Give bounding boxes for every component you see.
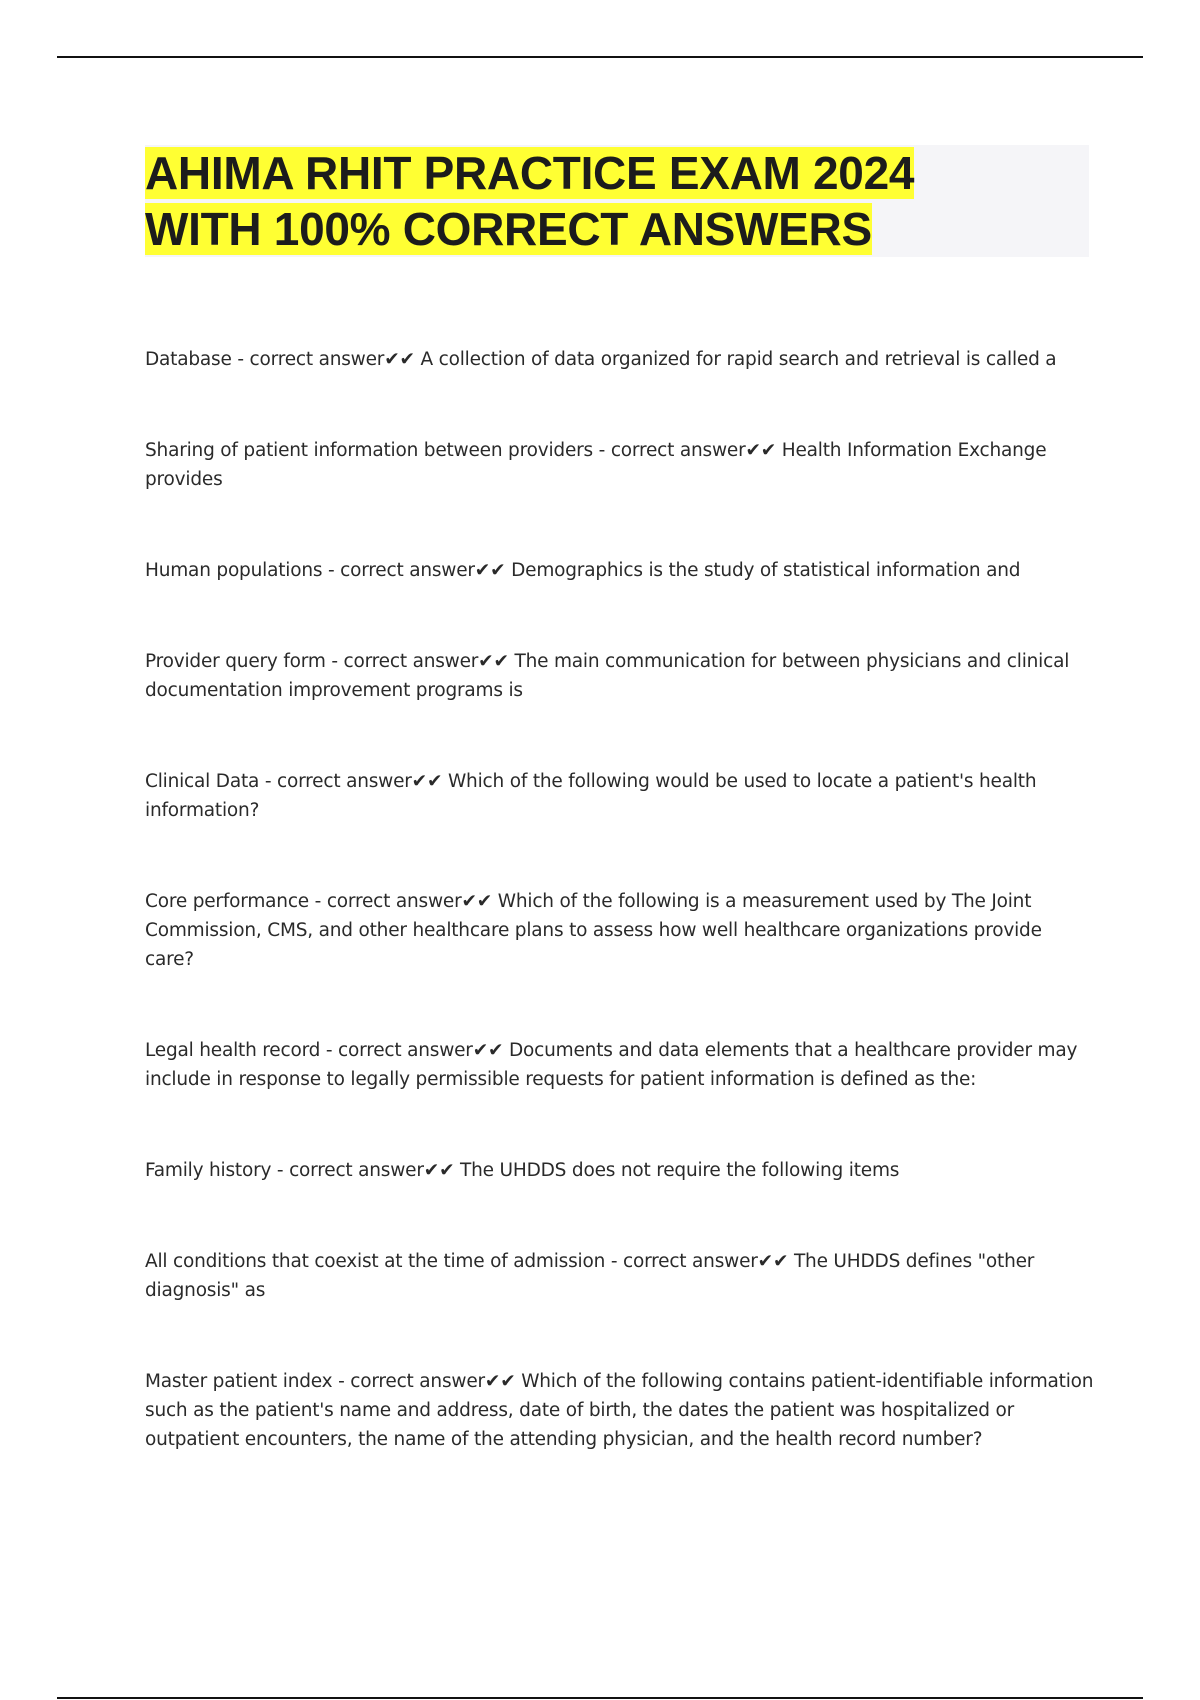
qa-item-1 [145, 345, 1095, 374]
qa-question: Health Information Exchange provides [145, 440, 1047, 490]
document-title [145, 145, 914, 257]
qa-item-3 [145, 556, 1095, 585]
qa-item-5 [145, 767, 1095, 825]
qa-answer: Core performance [145, 891, 309, 912]
qa-answer: Master patient index [145, 1371, 333, 1392]
qa-separator: - correct answer✔✔ [332, 1371, 522, 1392]
qa-separator: - correct answer✔✔ [308, 891, 498, 912]
qa-question: Demographics is the study of statistical information and [511, 560, 1021, 581]
qa-answer: Clinical Data [145, 771, 260, 792]
qa-answer: All conditions that coexist at the time of admission [145, 1251, 606, 1272]
qa-question: Which of the following is a measurement used by The Joint Commission, CMS, and other healthcare plans to assess how well healthcare organizations provide care? [145, 891, 1042, 970]
bottom-rule [57, 1697, 1143, 1699]
qa-question: A collection of data organized for rapid search and retrieval is called a [420, 349, 1057, 370]
qa-separator: - correct answer✔✔ [592, 440, 782, 461]
qa-separator: - correct answer✔✔ [320, 1040, 509, 1061]
qa-question: Which of the following would be used to locate a patient's health information? [145, 771, 1037, 821]
qa-separator: - correct answer✔✔ [322, 560, 512, 581]
title-line-1: AHIMA RHIT PRACTICE EXAM 2024 [145, 147, 915, 199]
qa-item-10 [145, 1367, 1095, 1454]
qa-question: The UHDDS defines "other diagnosis" as [145, 1251, 1035, 1301]
qa-item-2 [145, 436, 1095, 494]
qa-question: Documents and data elements that a healthcare provider may include in response to legally permissible requests for patient information is defined as the: [145, 1040, 1078, 1090]
qa-answer: Legal health record [145, 1040, 321, 1061]
qa-separator: - correct answer✔✔ [605, 1251, 794, 1272]
qa-separator: - correct answer✔✔ [271, 1160, 461, 1181]
qa-answer: Database [145, 349, 232, 370]
qa-answer: Family history [145, 1160, 272, 1181]
qa-list [145, 345, 1095, 1516]
qa-separator: - correct answer✔✔ [259, 771, 448, 792]
qa-separator: - correct answer✔✔ [231, 349, 421, 370]
qa-answer: Provider query form [145, 651, 326, 672]
qa-question: The main communication for between physicians and clinical documentation improvement programs is [145, 651, 1070, 701]
qa-question: Which of the following contains patient-identifiable information such as the patient's name and address, date of birth, the dates the patient was hospitalized or outpatient encounters, the name of the attending physician, and the health record number? [145, 1371, 1094, 1450]
qa-question: The UHDDS does not require the following items [460, 1160, 900, 1181]
title-line-2: WITH 100% CORRECT ANSWERS [145, 203, 872, 255]
qa-answer: Sharing of patient information between providers [145, 440, 593, 461]
qa-item-7 [145, 1036, 1095, 1094]
top-rule [57, 56, 1143, 58]
qa-separator: - correct answer✔✔ [325, 651, 515, 672]
qa-item-4 [145, 647, 1095, 705]
qa-answer: Human populations [145, 560, 323, 581]
qa-item-6 [145, 887, 1095, 974]
qa-item-8 [145, 1156, 1095, 1185]
qa-item-9 [145, 1247, 1095, 1305]
